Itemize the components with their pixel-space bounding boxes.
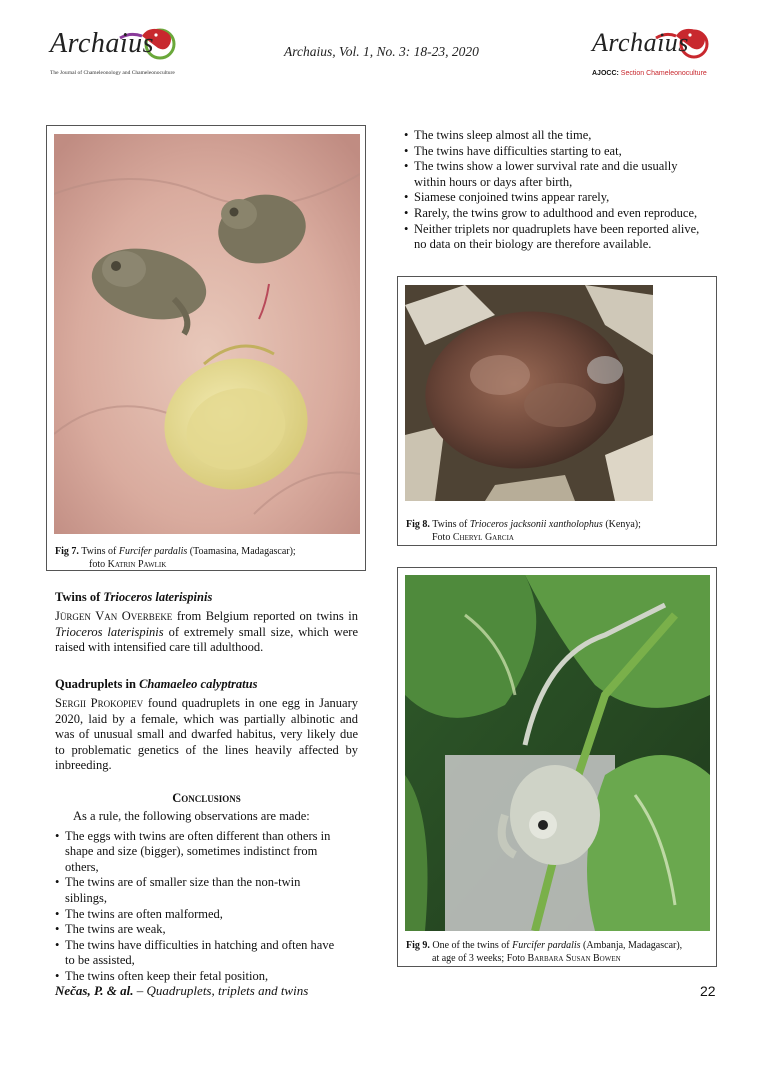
section-quadruplets-calyptratus (55, 677, 358, 774)
page-number: 22 (700, 983, 716, 999)
figure-9 (397, 567, 717, 967)
section-heading: Twins of Trioceros laterispinis (55, 590, 213, 604)
author-name: Jürgen Van Overbeke (55, 609, 173, 623)
figure-9-caption-pre: One of the twins of (432, 940, 510, 951)
list-item: • The twins often keep their fetal position, (55, 969, 344, 985)
figure-7-credit-prefix: foto (89, 558, 106, 570)
figure-8-label: Fig 8. (406, 519, 430, 530)
figure-8-credit-prefix: Foto (432, 531, 451, 543)
figure-8-caption-post: (Kenya); (605, 519, 641, 530)
logo-wordmark: Archaius (592, 28, 689, 57)
journal-logo-right (590, 22, 720, 82)
list-item: • The eggs with twins are often different than others in shape and size (bigger), sometimes indistinct from others, (55, 829, 344, 876)
journal-citation: Archaius, Vol. 1, No. 3: 18-23, 2020 (284, 44, 479, 59)
figure-8-credit-name: Cheryl Garcia (452, 531, 514, 543)
logo-subtitle: The Journal of Chameleonology and Chameleonoculture (50, 70, 175, 76)
list-item: • Siamese conjoined twins appear rarely, (404, 190, 710, 206)
figure-7-caption-pre: Twins of (81, 546, 117, 557)
list-item: • The twins are of smaller size than the non-twin siblings, (55, 875, 344, 906)
list-item: • The twins have difficulties in hatching and often have to be assisted, (55, 938, 344, 969)
figure-9-credit-name: Barbara Susan Bowen (527, 952, 621, 964)
conclusions-intro: As a rule, the following observations are made: (73, 809, 310, 823)
section-conclusions (55, 791, 358, 985)
conclusions-list (55, 829, 358, 985)
figure-7-species: Furcifer pardalis (118, 546, 188, 557)
figure-9-species: Furcifer pardalis (512, 940, 581, 951)
figure-9-label: Fig 9. (406, 940, 430, 951)
list-item: • The twins have difficulties starting to eat, (404, 144, 710, 160)
figure-8 (397, 276, 717, 546)
author-name: Sergii Prokopiev (55, 696, 144, 710)
figure-8-photo (405, 285, 653, 501)
section-paragraph: Sergii Prokopiev found quadruplets in one egg in January 2020, laid by a female, which was partially albinotic and was of unusual small and dwarfed habitus, very likely due to problematic genetics of the lines heavily affected by inbreeding. (55, 696, 359, 773)
figure-7 (46, 125, 366, 571)
section-twins-laterispinis (55, 590, 358, 656)
running-footer (55, 983, 308, 999)
logo-section: Section Chameleonoculture (620, 70, 707, 77)
list-item: • Neither triplets nor quadruplets have been reported alive, no data on their biology are therefore available. (404, 222, 710, 253)
logo-abbrev: AJOCC: (592, 70, 619, 77)
figure-7-credit-name: Katrin Pawlik (107, 558, 167, 570)
right-observation-list (404, 128, 710, 253)
list-item: • The twins are weak, (55, 922, 344, 938)
figure-8-species: Trioceros jacksonii xantholophus (469, 519, 603, 530)
footer-author: Nečas, P. & al. (55, 983, 134, 998)
list-item: • The twins show a lower survival rate and die usually within hours or days after birth, (404, 159, 710, 190)
figure-7-label: Fig 7. (55, 546, 79, 557)
list-item: • The twins are often malformed, (55, 907, 344, 923)
figure-7-caption-post: (Toamasina, Madagascar); (189, 546, 296, 557)
footer-title: – Quadruplets, triplets and twins (136, 983, 309, 998)
list-item: • Rarely, the twins grow to adulthood and even reproduce, (404, 206, 710, 222)
section-paragraph: Jürgen Van Overbeke from Belgium reported on twins in Trioceros laterispinis of extremely small size, which were raised with intensified care till adulthood. (55, 609, 359, 655)
figure-9-photo (405, 575, 710, 931)
list-item: • The twins sleep almost all the time, (404, 128, 710, 144)
logo-wordmark: Archaius (50, 28, 155, 59)
journal-logo-left (48, 22, 188, 78)
figure-8-caption-pre: Twins of (432, 519, 468, 530)
section-heading: Quadruplets in Chamaeleo calyptratus (55, 677, 258, 691)
conclusions-heading: Conclusions (172, 791, 241, 805)
figure-7-photo (54, 134, 360, 534)
figure-9-caption-post: (Ambanja, Madagascar), (583, 940, 683, 951)
figure-9-credit-pre: at age of 3 weeks; Foto (432, 952, 526, 964)
